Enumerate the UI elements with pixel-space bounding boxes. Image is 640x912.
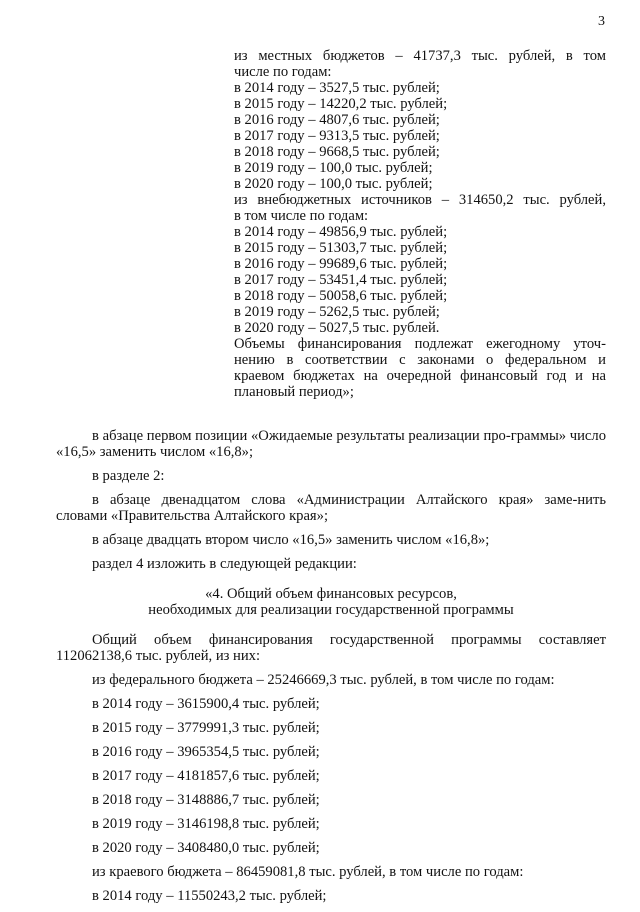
volumes-note-line4: плановый период»; (234, 384, 354, 400)
amendment-paragraph-22: в абзаце двадцать втором число «16,5» заменить числом «16,8»; (92, 532, 490, 548)
local-year-2016: в 2016 году – 4807,6 тыс. рублей; (234, 112, 440, 128)
local-year-2015: в 2015 году – 14220,2 тыс. рублей; (234, 96, 448, 112)
federal-year-2019: в 2019 году – 3146198,8 тыс. рублей; (92, 816, 320, 832)
federal-year-2017: в 2017 году – 4181857,6 тыс. рублей; (92, 768, 320, 784)
amendment-paragraph-12: в абзаце двенадцатом слова «Администрации Алтайского края» заме-нить словами «Правительства Алтайского края»; (56, 492, 606, 524)
federal-year-2014: в 2014 году – 3615900,4 тыс. рублей; (92, 696, 320, 712)
extra-year-2015: в 2015 году – 51303,7 тыс. рублей; (234, 240, 448, 256)
local-year-2014: в 2014 году – 3527,5 тыс. рублей; (234, 80, 440, 96)
extra-year-2014: в 2014 году – 49856,9 тыс. рублей; (234, 224, 448, 240)
extra-year-2018: в 2018 году – 50058,6 тыс. рублей; (234, 288, 448, 304)
local-year-2019: в 2019 году – 100,0 тыс. рублей; (234, 160, 433, 176)
federal-year-2016: в 2016 году – 3965354,5 тыс. рублей; (92, 744, 320, 760)
section-4-heading-line1: «4. Общий объем финансовых ресурсов, (205, 586, 457, 602)
local-year-2020: в 2020 году – 100,0 тыс. рублей; (234, 176, 433, 192)
amendments-body (56, 428, 606, 912)
federal-year-2015: в 2015 году – 3779991,3 тыс. рублей; (92, 720, 320, 736)
extra-budget-intro-line1: из внебюджетных источников – 314650,2 тыс. рублей, (234, 192, 606, 208)
federal-year-2018: в 2018 году – 3148886,7 тыс. рублей; (92, 792, 320, 808)
volumes-note-line1: Объемы финансирования подлежат ежегодному уточ- (234, 336, 606, 352)
local-year-2017: в 2017 году – 9313,5 тыс. рублей; (234, 128, 440, 144)
local-budget-intro-line1: из местных бюджетов – 41737,3 тыс. рублей, в том (234, 48, 606, 64)
amendment-expected-results: в абзаце первом позиции «Ожидаемые результаты реализации про-граммы» число «16,5» заменить числом «16,8»; (56, 428, 606, 460)
section-4-content (56, 632, 606, 904)
local-year-2018: в 2018 году – 9668,5 тыс. рублей; (234, 144, 440, 160)
federal-budget-paragraph: из федерального бюджета – 25246669,3 тыс. рублей, в том числе по годам: (92, 672, 555, 688)
regional-year-2014: в 2014 году – 11550243,2 тыс. рублей; (92, 888, 327, 904)
extra-budget-intro-line2: в том числе по годам: (234, 208, 369, 224)
passport-financing-column (234, 48, 606, 400)
amendment-section-4: раздел 4 изложить в следующей редакции: (92, 556, 357, 572)
extra-year-2017: в 2017 году – 53451,4 тыс. рублей; (234, 272, 448, 288)
extra-year-2019: в 2019 году – 5262,5 тыс. рублей; (234, 304, 440, 320)
section-4-heading-line2: необходимых для реализации государственной программы (148, 602, 514, 618)
extra-year-2016: в 2016 году – 99689,6 тыс. рублей; (234, 256, 448, 272)
federal-year-2020: в 2020 году – 3408480,0 тыс. рублей; (92, 840, 320, 856)
extra-year-2020: в 2020 году – 5027,5 тыс. рублей. (234, 320, 440, 336)
amendment-section-2: в разделе 2: (92, 468, 165, 484)
page-number: 3 (598, 14, 605, 29)
volumes-note-line2: нению в соответствии с законами о федеральном и (234, 352, 606, 368)
volumes-note-line3: краевом бюджетах на очередной финансовый год и на (234, 368, 606, 384)
local-budget-intro-line2: числе по годам: (234, 64, 332, 80)
total-financing-paragraph: Общий объем финансирования государственной программы составляет 112062138,6 тыс. рублей, из них: (56, 632, 606, 664)
section-4-heading (56, 586, 606, 618)
regional-budget-paragraph: из краевого бюджета – 86459081,8 тыс. рублей, в том числе по годам: (92, 864, 524, 880)
